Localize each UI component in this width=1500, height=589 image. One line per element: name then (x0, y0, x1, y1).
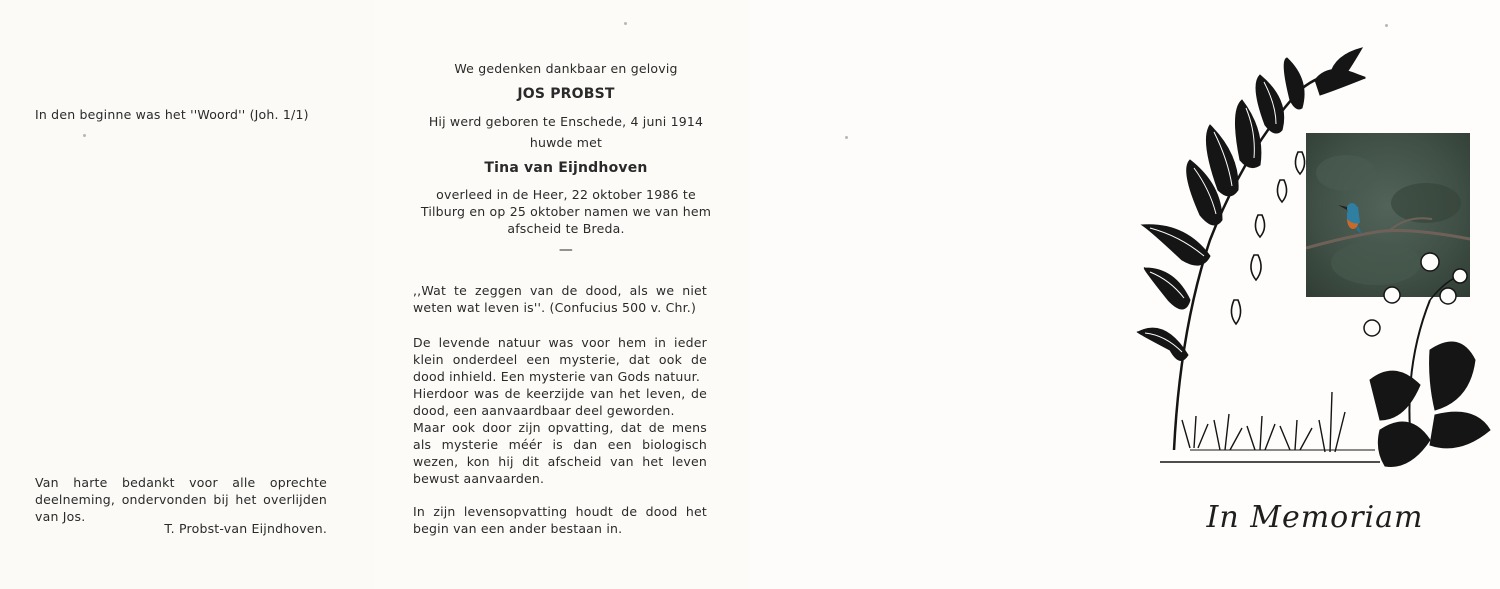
left-panel (0, 0, 375, 589)
blank-panel (750, 0, 1130, 589)
outlook-paragraph: In zijn levensopvatting houdt de dood het begin van een ander bestaan in. (413, 504, 707, 536)
death-line: overleed in de Heer, 22 oktober 1986 te Tilburg en op 25 oktober namen we van hem afscheid te Breda. (420, 187, 712, 236)
birth-line: Hij werd geboren te Enschede, 4 juni 1914 (428, 114, 704, 129)
separator-dash: — (558, 242, 574, 258)
botanical-illustration (1130, 0, 1500, 500)
spouse-name: Tina van Eijndhoven (484, 160, 648, 176)
nature-text-1: De levende natuur was voor hem in ieder klein onderdeel een mysterie, dat ook de dood inhield. Een mysterie van Gods natuur. (413, 335, 707, 384)
cover-title: In Memoriam (1206, 500, 1424, 535)
bible-quote: In den beginne was het ''Woord'' (Joh. 1/1) (35, 107, 309, 122)
nature-text-3: Maar ook door zijn opvatting, dat de mens als mysterie méér is dan een biologisch wezen, kon hij dit afscheid van het leven bewust aanvaarden. (413, 420, 707, 486)
paper-speck (83, 134, 86, 137)
confucius-quote: ,,Wat te zeggen van de dood, als we niet weten wat leven is''. (Confucius 500 v. Chr.) (413, 283, 707, 315)
nature-paragraph (413, 334, 707, 487)
paper-speck (845, 136, 848, 139)
married-line: huwde met (529, 135, 603, 150)
paper-speck (624, 22, 627, 25)
middle-panel (375, 0, 750, 589)
thanks-text: Van harte bedankt voor alle oprechte deelneming, ondervonden bij het overlijden van Jos. (35, 475, 327, 524)
cover-panel (1130, 0, 1500, 589)
signature: T. Probst-van Eijndhoven. (164, 521, 327, 536)
intro-line: We gedenken dankbaar en gelovig (454, 61, 678, 76)
nature-text-2: Hierdoor was de keerzijde van het leven, de dood, een aanvaardbaar deel geworden. (413, 386, 707, 418)
deceased-name: JOS PROBST (517, 86, 615, 102)
